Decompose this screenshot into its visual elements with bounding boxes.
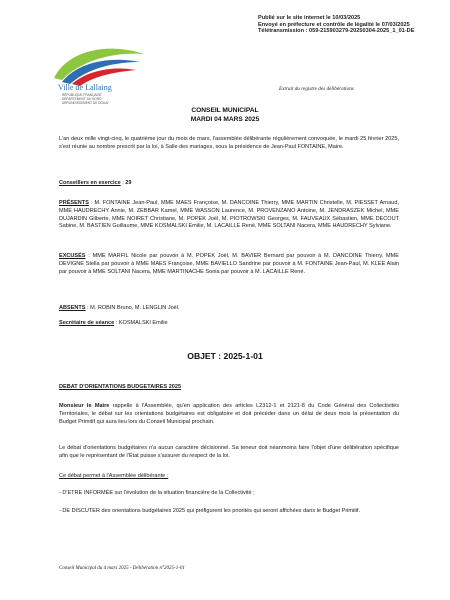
council-title: CONSEIL MUNICIPAL	[191, 107, 259, 114]
presents-label: PRÉSENTS	[59, 200, 89, 206]
meeting-date: MARDI 04 MARS 2025	[190, 116, 260, 123]
excuses-list: : MME MARFIL Nicole par pouvoir à M. POPEK Joël, M. BAVIER Bernard par pouvoir à M. DANCOINE Thierry, MME DEVIGNE Stella par pouvoir à MME MAES Françoise, MME BAVIELLO Sandrine par pouvoir à M. FONTAINE Jean-Paul, M. KLEE Alain par pouvoir à MME SOLTANI Nacera, MME MARTINACHE Sonia par pouvoir à M. LACAILLE René.	[59, 253, 399, 275]
secretaire-name: : KOSMALSKI Emilie	[114, 320, 168, 326]
stamp-prefecture-line: Envoyé en préfecture et contrôle de légalité le 07/03/2025	[258, 21, 410, 28]
debat-title	[59, 384, 399, 392]
stamp-publication-line: Publié sur le site internet le 10/03/2025	[258, 15, 361, 21]
conseillers-separator: :	[120, 180, 126, 186]
absents-list: : M. ROBIN Bruno, M. LENGLIN Joël.	[85, 305, 180, 311]
intro-paragraph: L'an deux mille vingt-cinq, le quatrième jour du mois de mars, l'assemblée délibérante régulièrement convoquée, le mardi 25 février 2025, s'est réunie au nombre prescrit par la loi, à Salle des mariages, sous la présidence de Jean-Paul FONTAINE, Maire.	[59, 136, 399, 150]
city-logo-subtitle: RÉPUBLIQUE FRANÇAISE · DÉPARTEMENT DU NORD · ARRONDISSEMENT DE DOUAI	[62, 93, 109, 105]
debat-item-2: - DE DISCUTER des orientations budgétaires 2025 qui préfigurent les priorités qui seront affichées dans le Budget Primitif.	[59, 508, 361, 514]
absents-line	[59, 305, 399, 313]
debat-item-1: - D'ETRE INFORMÉE sur l'évolution de la situation financière de la Collectivité ;	[59, 490, 255, 496]
deliberation-object: OBJET : 2025-1-01	[187, 351, 263, 361]
excuses-label: EXCUSÉS	[59, 253, 86, 259]
conseillers-count: 29	[125, 180, 132, 186]
debat-paragraph-1	[59, 403, 399, 426]
maire-label: Monsieur le Maire	[59, 403, 110, 409]
debat-paragraph-1-text: rappelle à l'Assemblée, qu'en application des articles L2312-1 et 2121-8 du Code Général des Collectivités Territoriales, le débat sur les orientations budgétaires est obligatoire et doit précéder dans un délai de deux mois la présentation du Budget Primitif qui aura lieu lors du Conseil Municipal prochain.	[59, 403, 399, 425]
debat-paragraph-2: Le débat d'orientations budgétaires n'a aucun caractère décisionnel. Sa teneur doit néanmoins faire l'objet d'une délibération spécifique afin que le représentant de l'État puisse s'assurer du respect de la loi.	[59, 445, 399, 459]
conseillers-line	[59, 180, 399, 188]
presents-paragraph	[59, 200, 399, 231]
transmission-stamp	[258, 15, 446, 35]
absents-label: ABSENTS	[59, 305, 86, 311]
page-footer: Conseil Municipal du 4 mars 2025 - Délibération n°2025-1-01	[59, 566, 185, 571]
stamp-teletransmission-line: Télétransmission : 059-215903279-20250304-2025_1_01-DE	[258, 28, 415, 35]
register-extract-label: Extrait du registre des délibérations	[279, 86, 354, 92]
excuses-paragraph	[59, 253, 399, 276]
debat-paragraph-3-text: Ce débat permet à l'Assemblée délibérante :	[59, 473, 169, 479]
presents-list: : M. FONTAINE Jean-Paul, MME MAES Françoise, M. DANCOINE Thierry, MME MARTIN Christelle, M. PIESSET Arnaud, MME HAUDRECHY Annie, M. ZEBBAR Kamel, MME WASSON Laurence, M. PROVENZANO Antoine, M. JENDRASZEK Michel, MME DUJARDIN Gilberte, MME NOIRET Christiane, M. POPEK Joël, M. PIOTROWSKI Georges, M. FAUVEAUX Sébastien, MME DECOUT Sabine, M. BASTIEN Guillaume, MME KOSMALSKI Emilie, M. LACAILLE René, MME SOLTANI Nacera, MME HAUDRECHY Sylviane.	[59, 200, 399, 230]
secretaire-line	[59, 320, 399, 328]
debat-paragraph-3	[59, 473, 399, 481]
secretaire-label: Secrétaire de séance	[59, 320, 115, 326]
conseillers-label: Conseillers en exercice	[59, 180, 121, 186]
debat-title-text: DEBAT D'ORIENTATIONS BUDGETAIRES 2025	[59, 384, 182, 390]
city-logo-name: Ville de Lallaing	[58, 83, 112, 92]
